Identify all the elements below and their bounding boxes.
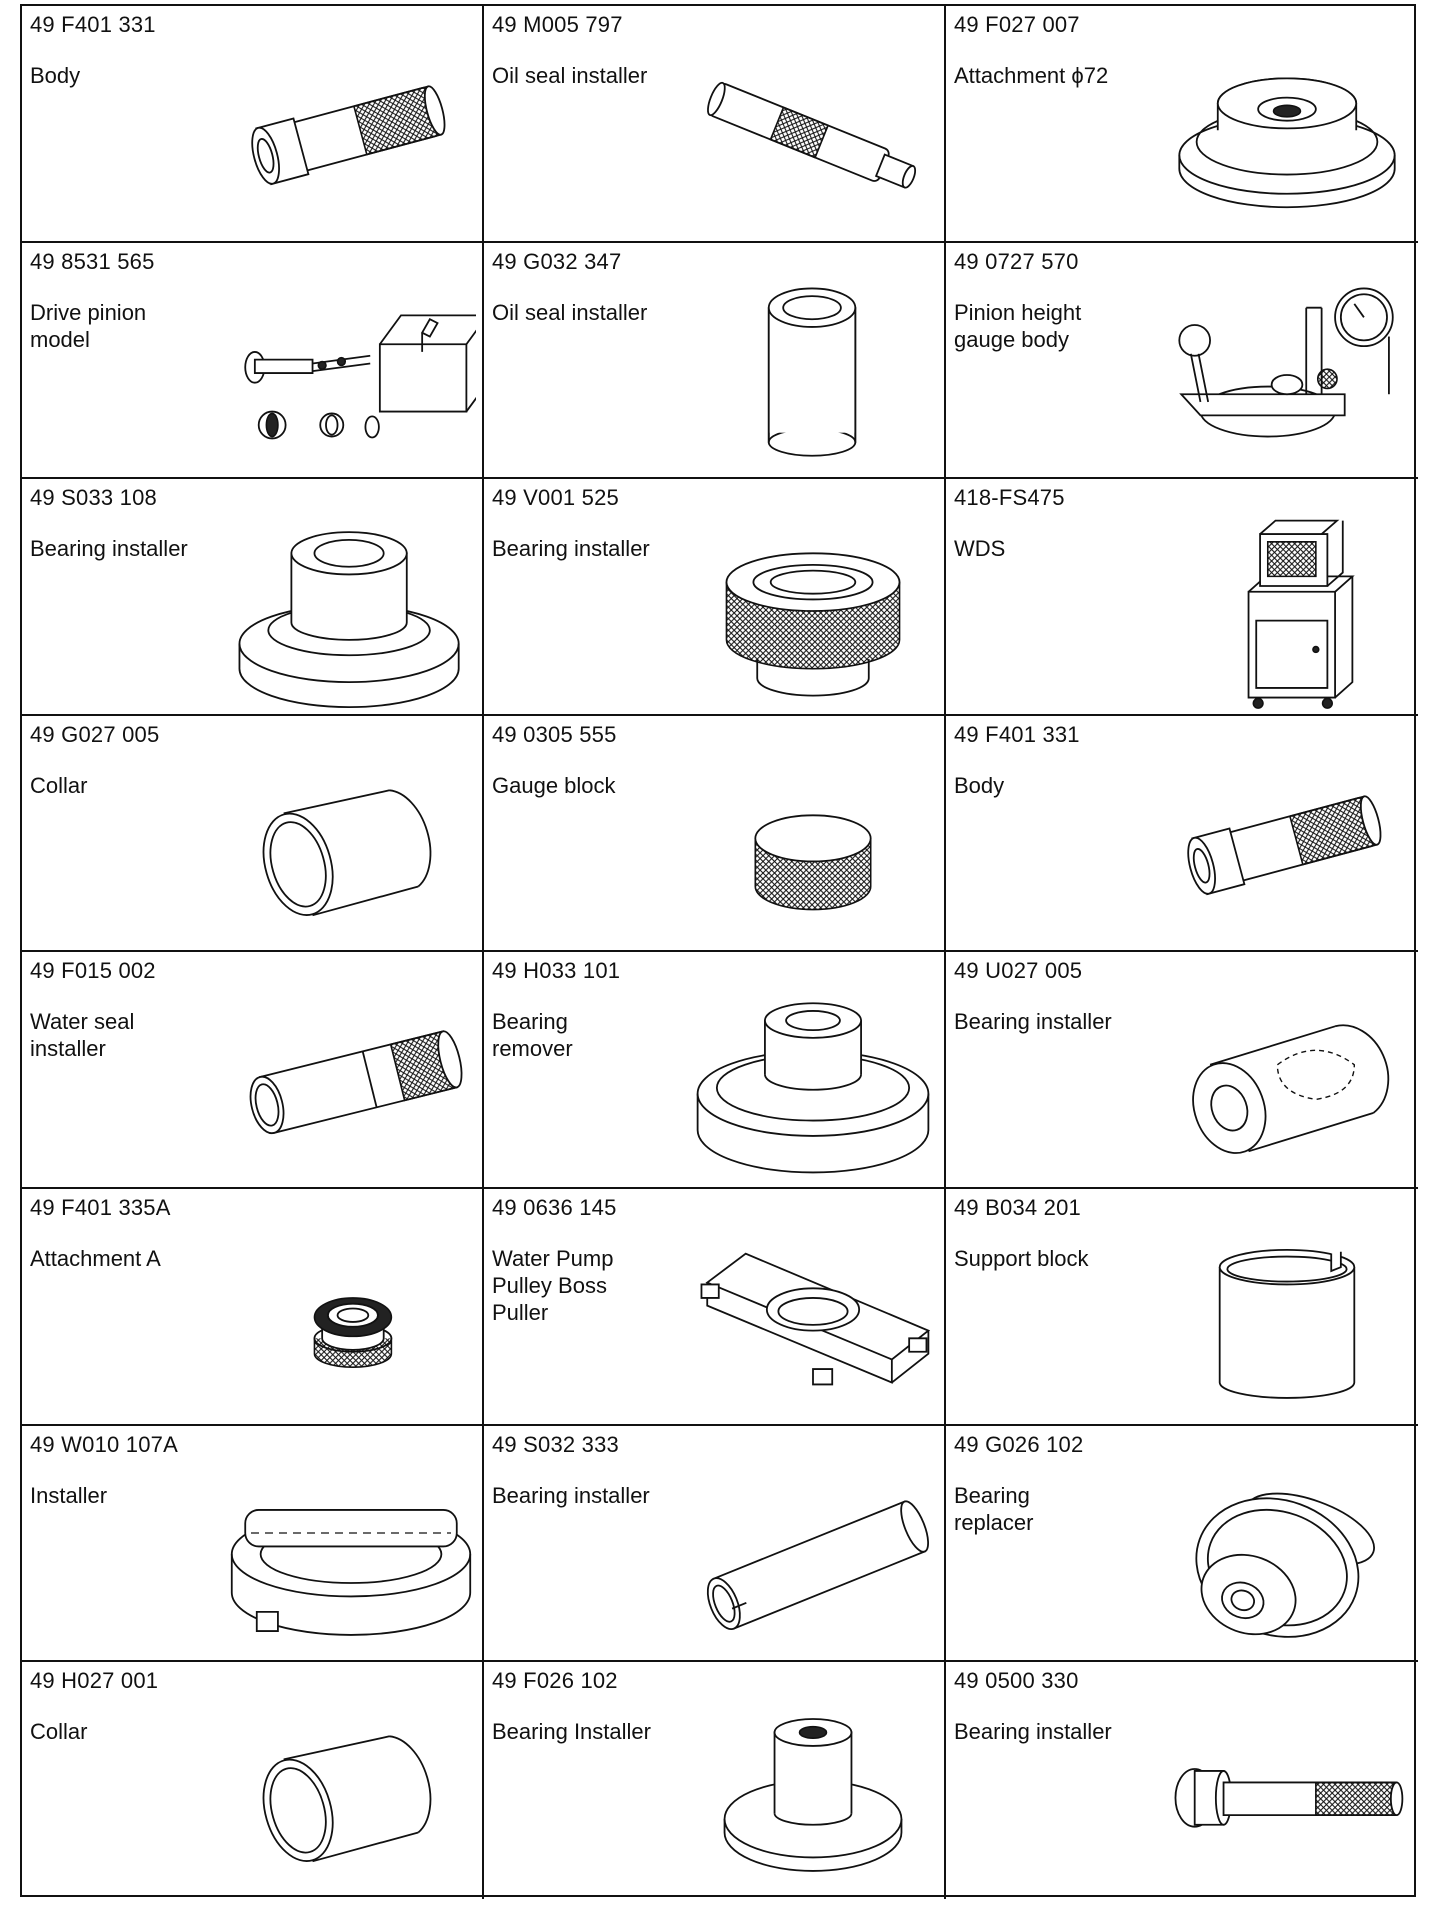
tool-part-number: 49 F027 007 [954,12,1080,37]
ring-installer-icon [226,1460,476,1656]
body-tool-icon [226,40,476,236]
tool-cell-49-g026-102 [946,1426,1418,1663]
tool-part-number: 49 W010 107A [30,1431,178,1457]
tool-part-number: 49 0636 145 [492,1194,617,1220]
tool-name: Attachment A [30,1245,161,1271]
cylinder-installer-icon [688,277,938,473]
stem-installer-icon [1162,1696,1412,1892]
tool-part-number: 49 F026 102 [492,1668,618,1694]
tool-cell-49-f015-002 [22,952,484,1189]
tool-name: Installer [30,1482,108,1508]
tool-cell-49-f401-335a [22,1189,484,1426]
tool-name: Bearing remover [492,1009,573,1062]
tool-cell-49-f027-007 [946,6,1418,243]
tool-part-number: 49 F015 002 [30,958,156,984]
collar-icon [226,1696,476,1892]
tool-part-number: 49 S032 333 [492,1431,619,1457]
tool-name: Body [954,772,1005,798]
tool-name: Oil seal installer [492,299,648,325]
tool-part-number: 49 8531 565 [30,248,155,274]
tool-part-number: 49 G032 347 [492,248,622,274]
tool-cell-49-8531-565 [22,243,484,480]
tool-name: Bearing Installer [492,1719,651,1745]
hollow-installer-icon [1162,986,1412,1182]
tool-name: Gauge block [492,772,616,798]
tool-name: Bearing installer [492,1482,650,1508]
tool-cell-49-g032-347 [484,243,946,480]
bearing-replacer-icon [1162,1460,1412,1656]
tool-part-number: 49 0500 330 [954,1668,1079,1694]
wds-station-icon [1162,513,1412,709]
tool-name: Drive pinion model [30,299,147,352]
tool-cell-49-u027-005 [946,952,1418,1189]
support-block-icon [1162,1223,1412,1419]
tool-cell-49-h027-001 [22,1662,484,1899]
tool-name: Bearing replacer [954,1482,1034,1535]
tool-name: WDS [954,536,1006,562]
tool-name: Support block [954,1245,1089,1271]
tool-name: Oil seal installer [492,63,648,88]
tool-cell-418-fs475 [946,479,1418,716]
tool-part-number: 49 H033 101 [492,958,621,984]
tool-cell-49-g027-005 [22,716,484,953]
knurled-installer-icon [688,513,938,709]
tool-part-number: 49 G026 102 [954,1431,1084,1457]
tool-name: Water seal installer [30,1009,135,1062]
body-tool-icon [1162,750,1412,946]
collar-icon [226,750,476,946]
tool-part-number: 49 U027 005 [954,958,1083,984]
tool-part-number: 418-FS475 [954,485,1065,511]
tool-cell-49-h033-101 [484,952,946,1189]
tool-part-number: 49 B034 201 [954,1194,1081,1220]
tool-cell-49-f401-331 [946,716,1418,953]
tool-part-number: 49 0727 570 [954,248,1079,274]
tool-part-number: 49 H027 001 [30,1668,159,1694]
tool-name: Water Pump Pulley Boss Puller [492,1245,614,1325]
gauge-block-icon [688,750,938,946]
tool-cell-49-m005-797 [484,6,946,243]
bearing-remover-icon [688,986,938,1182]
tool-part-number: 49 F401 331 [954,721,1080,747]
tool-cell-49-s032-333 [484,1426,946,1663]
tool-name: Bearing installer [954,1719,1112,1745]
attachment-a-icon [226,1223,476,1419]
tool-part-number: 49 F401 331 [30,12,156,37]
tool-cell-49-v001-525 [484,479,946,716]
tool-part-number: 49 0305 555 [492,721,617,747]
tool-part-number: 49 M005 797 [492,12,623,37]
tool-part-number: 49 S033 108 [30,485,157,511]
tool-name: Collar [30,1719,88,1745]
tool-cell-49-0636-145 [484,1189,946,1426]
water-seal-installer-icon [226,986,476,1182]
tool-name: Bearing installer [492,536,650,562]
puller-icon [688,1223,938,1419]
tool-cell-49-b034-201 [946,1189,1418,1426]
tool-cell-49-f401-331 [22,6,484,243]
tool-cell-49-w010-107a [22,1426,484,1663]
tool-part-number: 49 G027 005 [30,721,160,747]
tool-cell-49-0727-570 [946,243,1418,480]
drive-pinion-model-icon [226,277,476,473]
tool-name: Collar [30,772,88,798]
tool-cell-49-f026-102 [484,1662,946,1899]
oil-seal-installer-rod-icon [688,40,938,236]
tool-name: Pinion height gauge body [954,299,1082,352]
tool-part-number: 49 V001 525 [492,485,619,511]
tube-installer-icon [688,1460,938,1656]
tool-cell-49-s033-108 [22,479,484,716]
attachment-disc-icon [1162,40,1412,236]
tool-name: Body [30,63,81,88]
tool-name: Attachment ϕ72 [954,63,1109,88]
tool-name: Bearing installer [30,536,188,562]
dome-installer-icon [688,1696,938,1892]
tool-part-number: 49 F401 335A [30,1194,171,1220]
tool-cell-49-0500-330 [946,1662,1418,1899]
pinion-gauge-icon [1162,277,1412,473]
tool-name: Bearing installer [954,1009,1112,1035]
tool-cell-49-0305-555 [484,716,946,953]
stepped-installer-icon [226,513,476,709]
special-tools-table [20,4,1416,1897]
